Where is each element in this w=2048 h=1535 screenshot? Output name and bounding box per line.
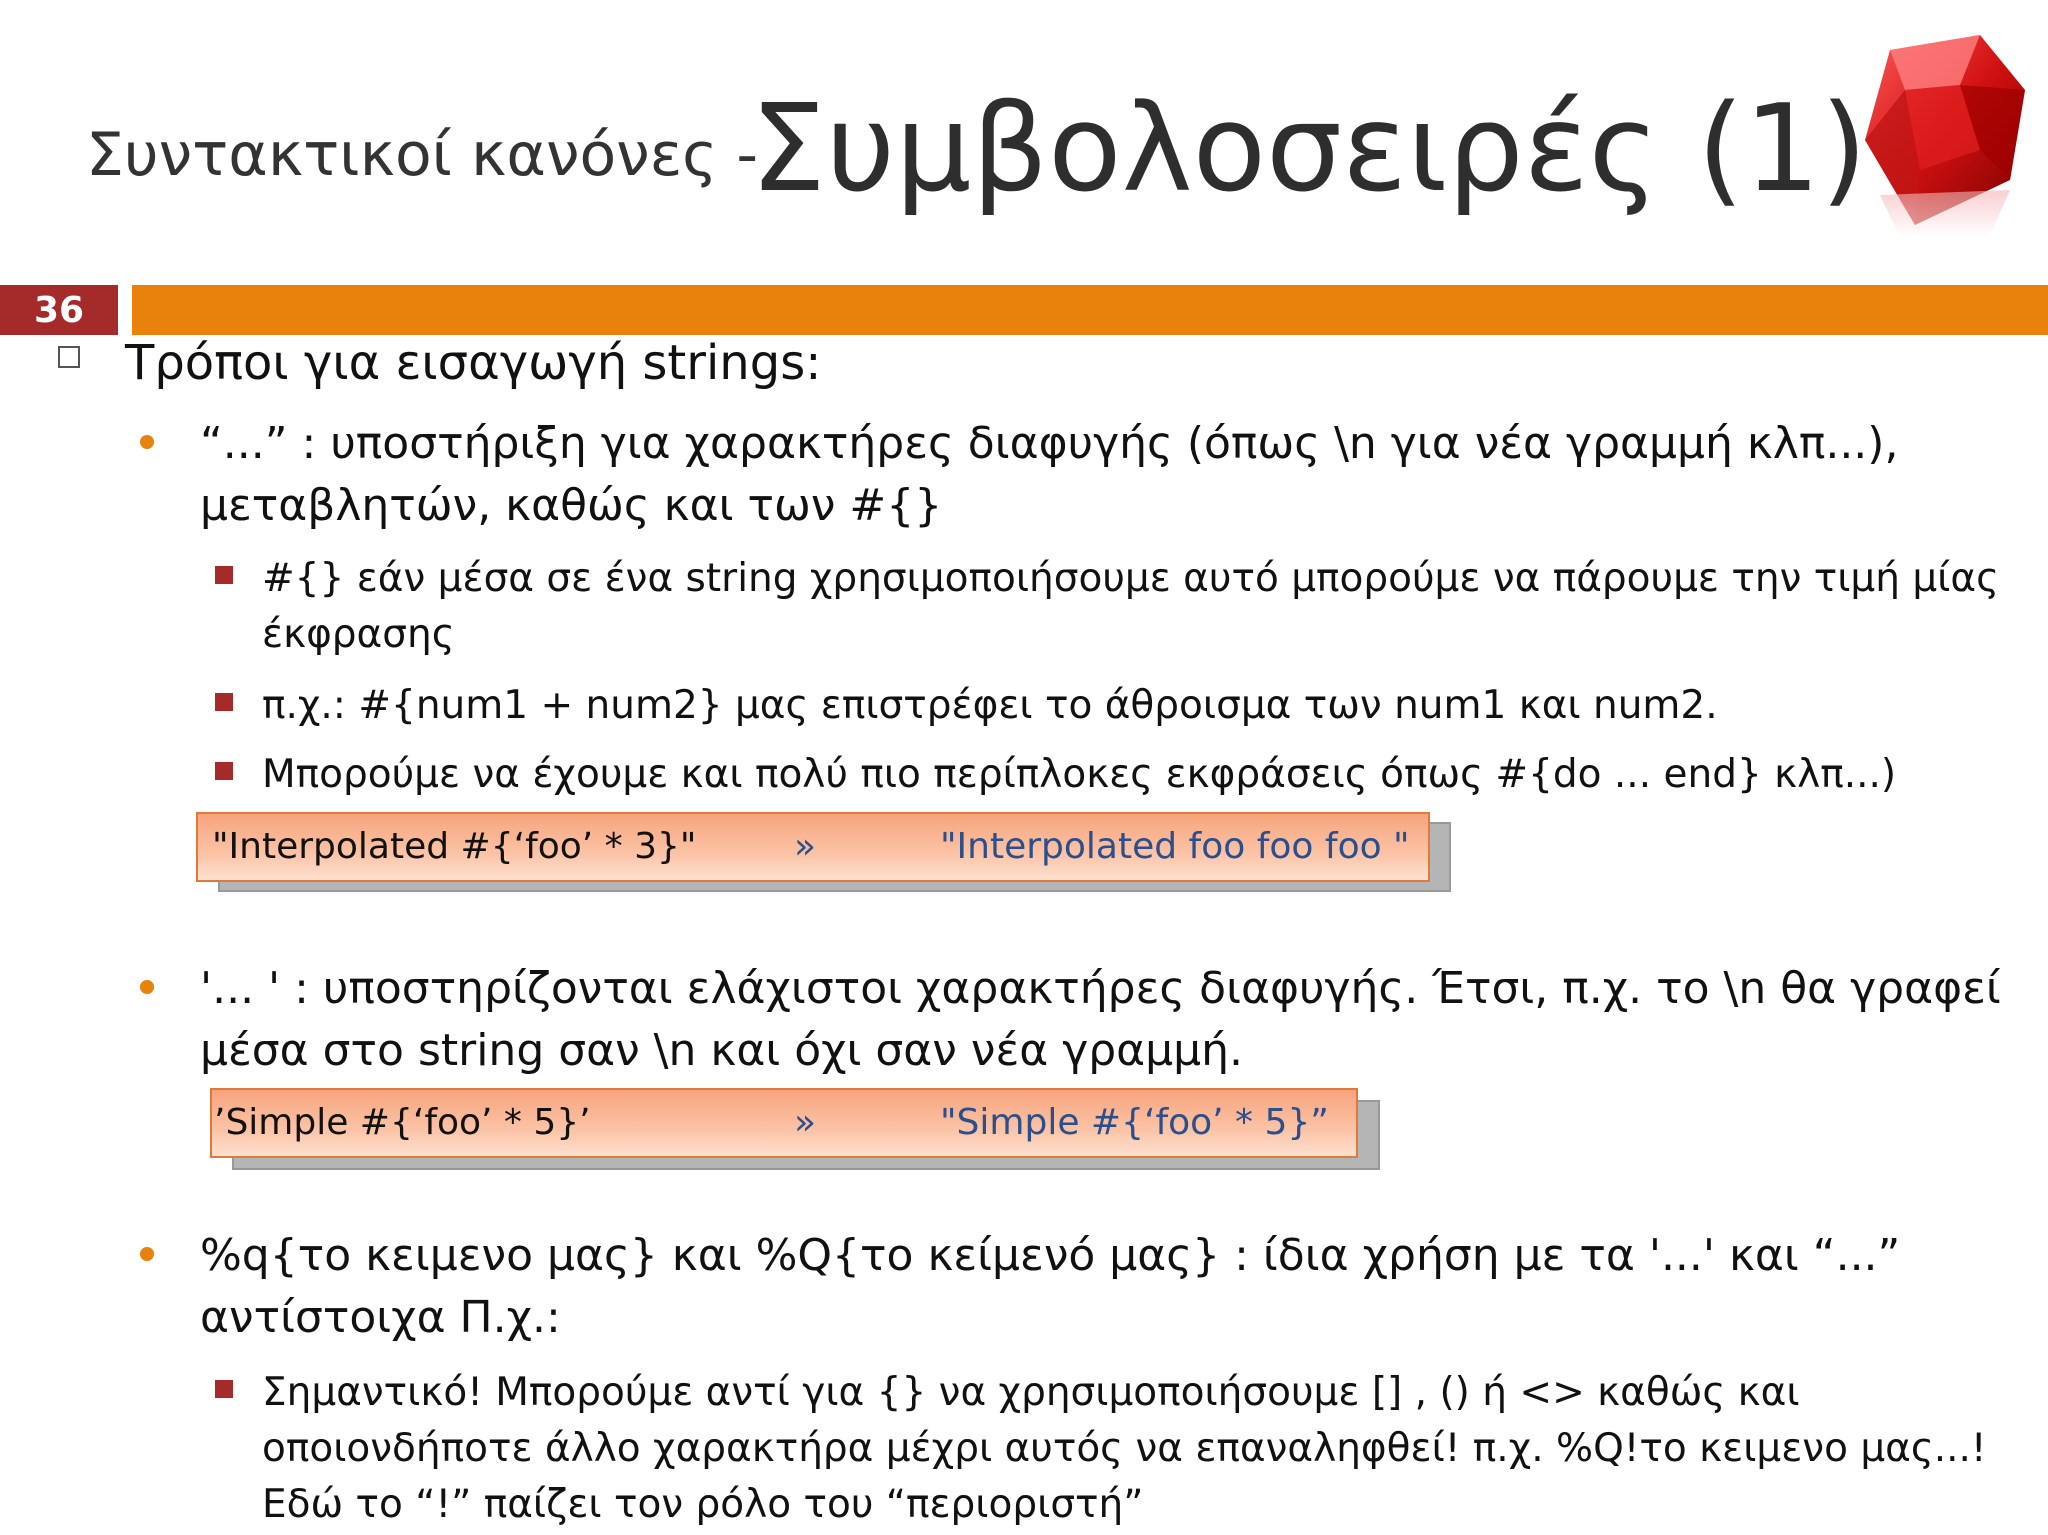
- delimiter-note-line2: οποιονδήποτε άλλο χαρακτήρα μέχρι αυτός να επαναληφθεί! π.χ. %Q!το κειμενο μας...!: [262, 1426, 1987, 1471]
- code-example-single-quote: [210, 1088, 1358, 1158]
- code-example-double-quote: [196, 812, 1430, 882]
- interpolation-line2: έκφρασης: [262, 612, 455, 657]
- delimiter-note-line3: Εδώ το “!” παίζει τον ρόλο του “περιοριστή”: [262, 1482, 1144, 1527]
- interpolation-line1: #{} εάν μέσα σε ένα string χρησιμοποιήσουμε αυτό μπορούμε να πάρουμε την τιμή μίας: [262, 556, 1999, 601]
- double-quote-line2: μεταβλητών, καθώς και των #{}: [200, 480, 943, 531]
- complex-expressions-text: Μπορούμε να έχουμε και πολύ πιο περίπλοκες εκφράσεις όπως #{do ... end} κλπ...): [262, 752, 1897, 797]
- slide-number: 36: [0, 285, 118, 335]
- interpolation-example-text: π.χ.: #{num1 + num2} μας επιστρέφει το άθροισμα των num1 και num2.: [262, 683, 1718, 728]
- code-output: "Simple #{‘foo’ * 5}”: [940, 1102, 1329, 1143]
- double-quote-line1: “...” : υποστήριξη για χαρακτήρες διαφυγής (όπως \n για νέα γραμμή κλπ...),: [200, 418, 1899, 469]
- square-bullet-icon: [58, 346, 80, 368]
- section-heading: Τρόποι για εισαγωγή strings:: [125, 335, 822, 391]
- square-bullet-icon: [215, 693, 233, 711]
- square-bullet-icon: [215, 762, 233, 780]
- page-title: Συμβολοσειρές (1): [750, 80, 1868, 219]
- code-input: ’Simple #{‘foo’ * 5}’: [214, 1102, 591, 1143]
- header-divider-bar: [132, 285, 2048, 335]
- percent-q-line1: %q{το κειμενο μας} και %Q{το κείμενό μας} : ίδια χρήση με τα '...' και “...”: [200, 1230, 1901, 1281]
- square-bullet-icon: [215, 566, 233, 584]
- percent-q-line2: αντίστοιχα Π.χ.:: [200, 1292, 561, 1343]
- orange-bullet-icon: [140, 980, 154, 994]
- delimiter-note-line1: Σημαντικό! Μπορούμε αντί για {} να χρησιμοποιήσουμε [] , () ή <> καθώς και: [262, 1370, 1800, 1415]
- code-output: "Interpolated foo foo foo ": [940, 826, 1410, 867]
- code-input: "Interpolated #{‘foo’ * 3}": [212, 826, 697, 867]
- square-bullet-icon: [215, 1380, 233, 1398]
- code-arrow: »: [794, 1102, 817, 1143]
- title-prefix: Συντακτικοί κανόνες -: [86, 120, 759, 190]
- ruby-gem-icon: [1860, 30, 2030, 240]
- orange-bullet-icon: [140, 435, 154, 449]
- single-quote-line1: '... ' : υποστηρίζονται ελάχιστοι χαρακτήρες διαφυγής. Έτσι, π.χ. το \n θα γραφεί: [200, 963, 2001, 1014]
- single-quote-line2: μέσα στο string σαν \n και όχι σαν νέα γραμμή.: [200, 1025, 1244, 1076]
- orange-bullet-icon: [140, 1247, 154, 1261]
- code-arrow: »: [794, 826, 817, 867]
